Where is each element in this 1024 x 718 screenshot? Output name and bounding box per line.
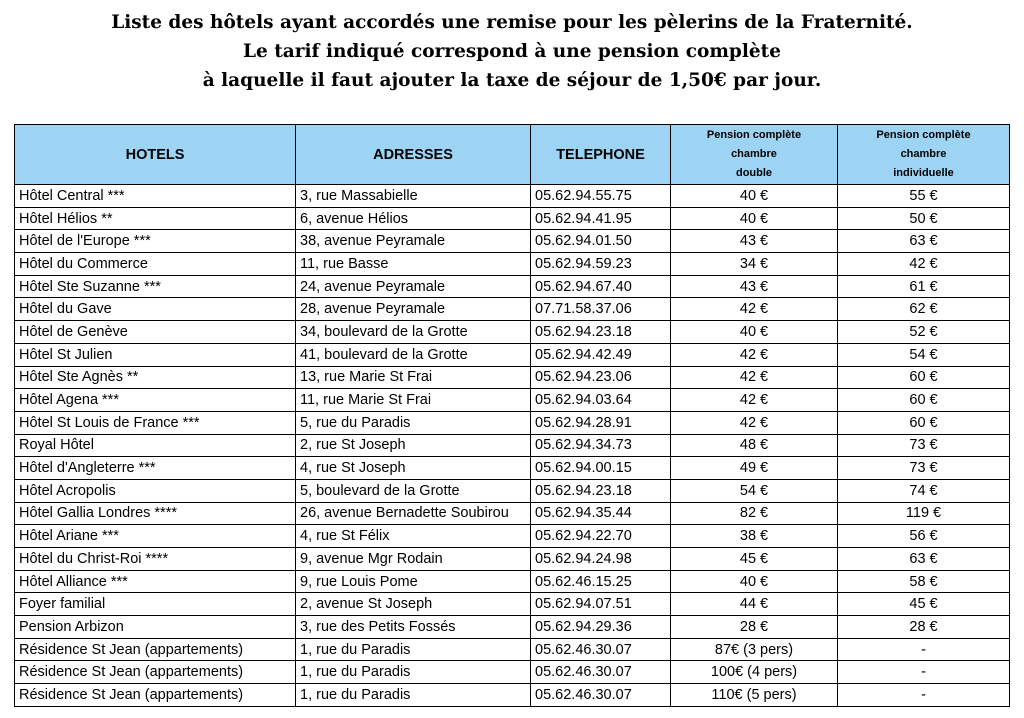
address-cell: 38, avenue Peyramale: [296, 230, 531, 253]
header-pension-double: [671, 125, 838, 185]
telephone-cell: 05.62.94.41.95: [531, 207, 671, 230]
header-individuelle-line: Pension complète: [876, 129, 971, 141]
telephone-cell: 05.62.94.03.64: [531, 389, 671, 412]
hotel-name-cell: Hôtel de l'Europe ***: [15, 230, 296, 253]
hotel-name-cell: Hôtel de Genève: [15, 321, 296, 344]
header-double-line: double: [735, 167, 773, 179]
price-individuelle-cell: 73 €: [838, 457, 1010, 480]
table-row: [15, 684, 1010, 707]
telephone-cell: 05.62.94.23.18: [531, 479, 671, 502]
hotel-name-cell: Hôtel Ste Suzanne ***: [15, 275, 296, 298]
hotel-name-cell: Résidence St Jean (appartements): [15, 684, 296, 707]
address-cell: 13, rue Marie St Frai: [296, 366, 531, 389]
hotel-name-cell: Hôtel St Louis de France ***: [15, 411, 296, 434]
telephone-cell: 05.62.94.42.49: [531, 343, 671, 366]
telephone-cell: 05.62.46.30.07: [531, 661, 671, 684]
price-individuelle-cell: 61 €: [838, 275, 1010, 298]
table-row: [15, 343, 1010, 366]
price-individuelle-cell: -: [838, 661, 1010, 684]
table-row: [15, 275, 1010, 298]
price-double-cell: 34 €: [671, 253, 838, 276]
price-individuelle-cell: 28 €: [838, 616, 1010, 639]
address-cell: 34, boulevard de la Grotte: [296, 321, 531, 344]
price-individuelle-cell: 73 €: [838, 434, 1010, 457]
hotel-name-cell: Hôtel du Commerce: [15, 253, 296, 276]
table-row: [15, 570, 1010, 593]
address-cell: 11, rue Marie St Frai: [296, 389, 531, 412]
price-individuelle-cell: 74 €: [838, 479, 1010, 502]
address-cell: 4, rue St Félix: [296, 525, 531, 548]
price-double-cell: 43 €: [671, 230, 838, 253]
hotel-name-cell: Hôtel du Gave: [15, 298, 296, 321]
header-adresses: ADRESSES: [296, 125, 531, 185]
price-individuelle-cell: -: [838, 638, 1010, 661]
table-row: [15, 207, 1010, 230]
table-row: [15, 366, 1010, 389]
address-cell: 2, avenue St Joseph: [296, 593, 531, 616]
header-double-line: chambre: [731, 148, 777, 160]
address-cell: 3, rue des Petits Fossés: [296, 616, 531, 639]
hotel-name-cell: Pension Arbizon: [15, 616, 296, 639]
header-pension-individuelle: [838, 125, 1010, 185]
table-row: [15, 298, 1010, 321]
price-individuelle-cell: 54 €: [838, 343, 1010, 366]
telephone-cell: 05.62.94.00.15: [531, 457, 671, 480]
price-double-cell: 28 €: [671, 616, 838, 639]
header-individuelle-line: individuelle: [893, 167, 954, 179]
price-double-cell: 44 €: [671, 593, 838, 616]
hotel-name-cell: Hôtel Ste Agnès **: [15, 366, 296, 389]
price-individuelle-cell: 119 €: [838, 502, 1010, 525]
hotel-name-cell: Hôtel d'Angleterre ***: [15, 457, 296, 480]
telephone-cell: 05.62.94.67.40: [531, 275, 671, 298]
address-cell: 24, avenue Peyramale: [296, 275, 531, 298]
price-individuelle-cell: 62 €: [838, 298, 1010, 321]
table-body: [15, 185, 1010, 707]
title-line-1: Liste des hôtels ayant accordés une remise pour les pèlerins de la Fraternité.: [111, 12, 913, 33]
address-cell: 9, rue Louis Pome: [296, 570, 531, 593]
price-double-cell: 100€ (4 pers): [671, 661, 838, 684]
price-individuelle-cell: 45 €: [838, 593, 1010, 616]
price-double-cell: 42 €: [671, 389, 838, 412]
table-row: [15, 389, 1010, 412]
table-row: [15, 457, 1010, 480]
document-title: [0, 8, 1024, 95]
hotel-name-cell: Royal Hôtel: [15, 434, 296, 457]
telephone-cell: 05.62.94.34.73: [531, 434, 671, 457]
price-individuelle-cell: 55 €: [838, 185, 1010, 208]
price-double-cell: 40 €: [671, 570, 838, 593]
table-row: [15, 253, 1010, 276]
telephone-cell: 05.62.94.59.23: [531, 253, 671, 276]
header-double-line: Pension complète: [706, 129, 802, 141]
hotel-name-cell: Hôtel St Julien: [15, 343, 296, 366]
price-double-cell: 82 €: [671, 502, 838, 525]
header-individuelle-line: chambre: [900, 148, 947, 160]
telephone-cell: 05.62.94.35.44: [531, 502, 671, 525]
price-individuelle-cell: 63 €: [838, 230, 1010, 253]
table-row: [15, 593, 1010, 616]
address-cell: 3, rue Massabielle: [296, 185, 531, 208]
hotel-name-cell: Hôtel Ariane ***: [15, 525, 296, 548]
table-row: [15, 616, 1010, 639]
hotels-table: [14, 124, 1010, 707]
table-row: [15, 230, 1010, 253]
telephone-cell: 05.62.94.24.98: [531, 548, 671, 571]
price-individuelle-cell: 60 €: [838, 366, 1010, 389]
header-hotels: HOTELS: [15, 125, 296, 185]
price-individuelle-cell: 52 €: [838, 321, 1010, 344]
price-double-cell: 45 €: [671, 548, 838, 571]
address-cell: 28, avenue Peyramale: [296, 298, 531, 321]
table-row: [15, 638, 1010, 661]
hotel-name-cell: Hôtel Acropolis: [15, 479, 296, 502]
address-cell: 11, rue Basse: [296, 253, 531, 276]
table-row: [15, 434, 1010, 457]
price-individuelle-cell: 58 €: [838, 570, 1010, 593]
price-double-cell: 43 €: [671, 275, 838, 298]
telephone-cell: 05.62.94.22.70: [531, 525, 671, 548]
telephone-cell: 07.71.58.37.06: [531, 298, 671, 321]
telephone-cell: 05.62.46.15.25: [531, 570, 671, 593]
hotel-name-cell: Résidence St Jean (appartements): [15, 661, 296, 684]
price-double-cell: 42 €: [671, 298, 838, 321]
table-row: [15, 525, 1010, 548]
price-double-cell: 42 €: [671, 411, 838, 434]
address-cell: 1, rue du Paradis: [296, 661, 531, 684]
address-cell: 41, boulevard de la Grotte: [296, 343, 531, 366]
title-line-3: à laquelle il faut ajouter la taxe de séjour de 1,50€ par jour.: [202, 70, 822, 91]
address-cell: 26, avenue Bernadette Soubirou: [296, 502, 531, 525]
hotel-name-cell: Hôtel Agena ***: [15, 389, 296, 412]
hotel-name-cell: Hôtel Hélios **: [15, 207, 296, 230]
title-line-2: Le tarif indiqué correspond à une pension complète: [243, 41, 781, 62]
telephone-cell: 05.62.94.23.06: [531, 366, 671, 389]
telephone-cell: 05.62.94.01.50: [531, 230, 671, 253]
price-double-cell: 87€ (3 pers): [671, 638, 838, 661]
price-individuelle-cell: -: [838, 684, 1010, 707]
address-cell: 1, rue du Paradis: [296, 684, 531, 707]
address-cell: 9, avenue Mgr Rodain: [296, 548, 531, 571]
hotel-name-cell: Hôtel Gallia Londres ****: [15, 502, 296, 525]
table-row: [15, 411, 1010, 434]
price-double-cell: 40 €: [671, 185, 838, 208]
telephone-cell: 05.62.94.55.75: [531, 185, 671, 208]
price-double-cell: 48 €: [671, 434, 838, 457]
table-row: [15, 479, 1010, 502]
table-row: [15, 502, 1010, 525]
telephone-cell: 05.62.94.23.18: [531, 321, 671, 344]
address-cell: 1, rue du Paradis: [296, 638, 531, 661]
price-individuelle-cell: 60 €: [838, 411, 1010, 434]
price-double-cell: 40 €: [671, 321, 838, 344]
hotel-name-cell: Hôtel Alliance ***: [15, 570, 296, 593]
table-row: [15, 321, 1010, 344]
price-double-cell: 42 €: [671, 343, 838, 366]
telephone-cell: 05.62.94.07.51: [531, 593, 671, 616]
telephone-cell: 05.62.94.28.91: [531, 411, 671, 434]
header-telephone: TELEPHONE: [531, 125, 671, 185]
address-cell: 4, rue St Joseph: [296, 457, 531, 480]
price-double-cell: 54 €: [671, 479, 838, 502]
price-individuelle-cell: 63 €: [838, 548, 1010, 571]
price-double-cell: 110€ (5 pers): [671, 684, 838, 707]
price-double-cell: 42 €: [671, 366, 838, 389]
table-row: [15, 661, 1010, 684]
hotel-name-cell: Résidence St Jean (appartements): [15, 638, 296, 661]
table-header-row: [15, 125, 1010, 185]
price-individuelle-cell: 50 €: [838, 207, 1010, 230]
price-individuelle-cell: 60 €: [838, 389, 1010, 412]
table-row: [15, 185, 1010, 208]
hotel-name-cell: Hôtel du Christ-Roi ****: [15, 548, 296, 571]
telephone-cell: 05.62.94.29.36: [531, 616, 671, 639]
price-double-cell: 38 €: [671, 525, 838, 548]
telephone-cell: 05.62.46.30.07: [531, 638, 671, 661]
address-cell: 2, rue St Joseph: [296, 434, 531, 457]
telephone-cell: 05.62.46.30.07: [531, 684, 671, 707]
address-cell: 6, avenue Hélios: [296, 207, 531, 230]
hotel-name-cell: Hôtel Central ***: [15, 185, 296, 208]
table-row: [15, 548, 1010, 571]
address-cell: 5, boulevard de la Grotte: [296, 479, 531, 502]
address-cell: 5, rue du Paradis: [296, 411, 531, 434]
hotel-name-cell: Foyer familial: [15, 593, 296, 616]
price-double-cell: 49 €: [671, 457, 838, 480]
price-individuelle-cell: 56 €: [838, 525, 1010, 548]
price-individuelle-cell: 42 €: [838, 253, 1010, 276]
price-double-cell: 40 €: [671, 207, 838, 230]
